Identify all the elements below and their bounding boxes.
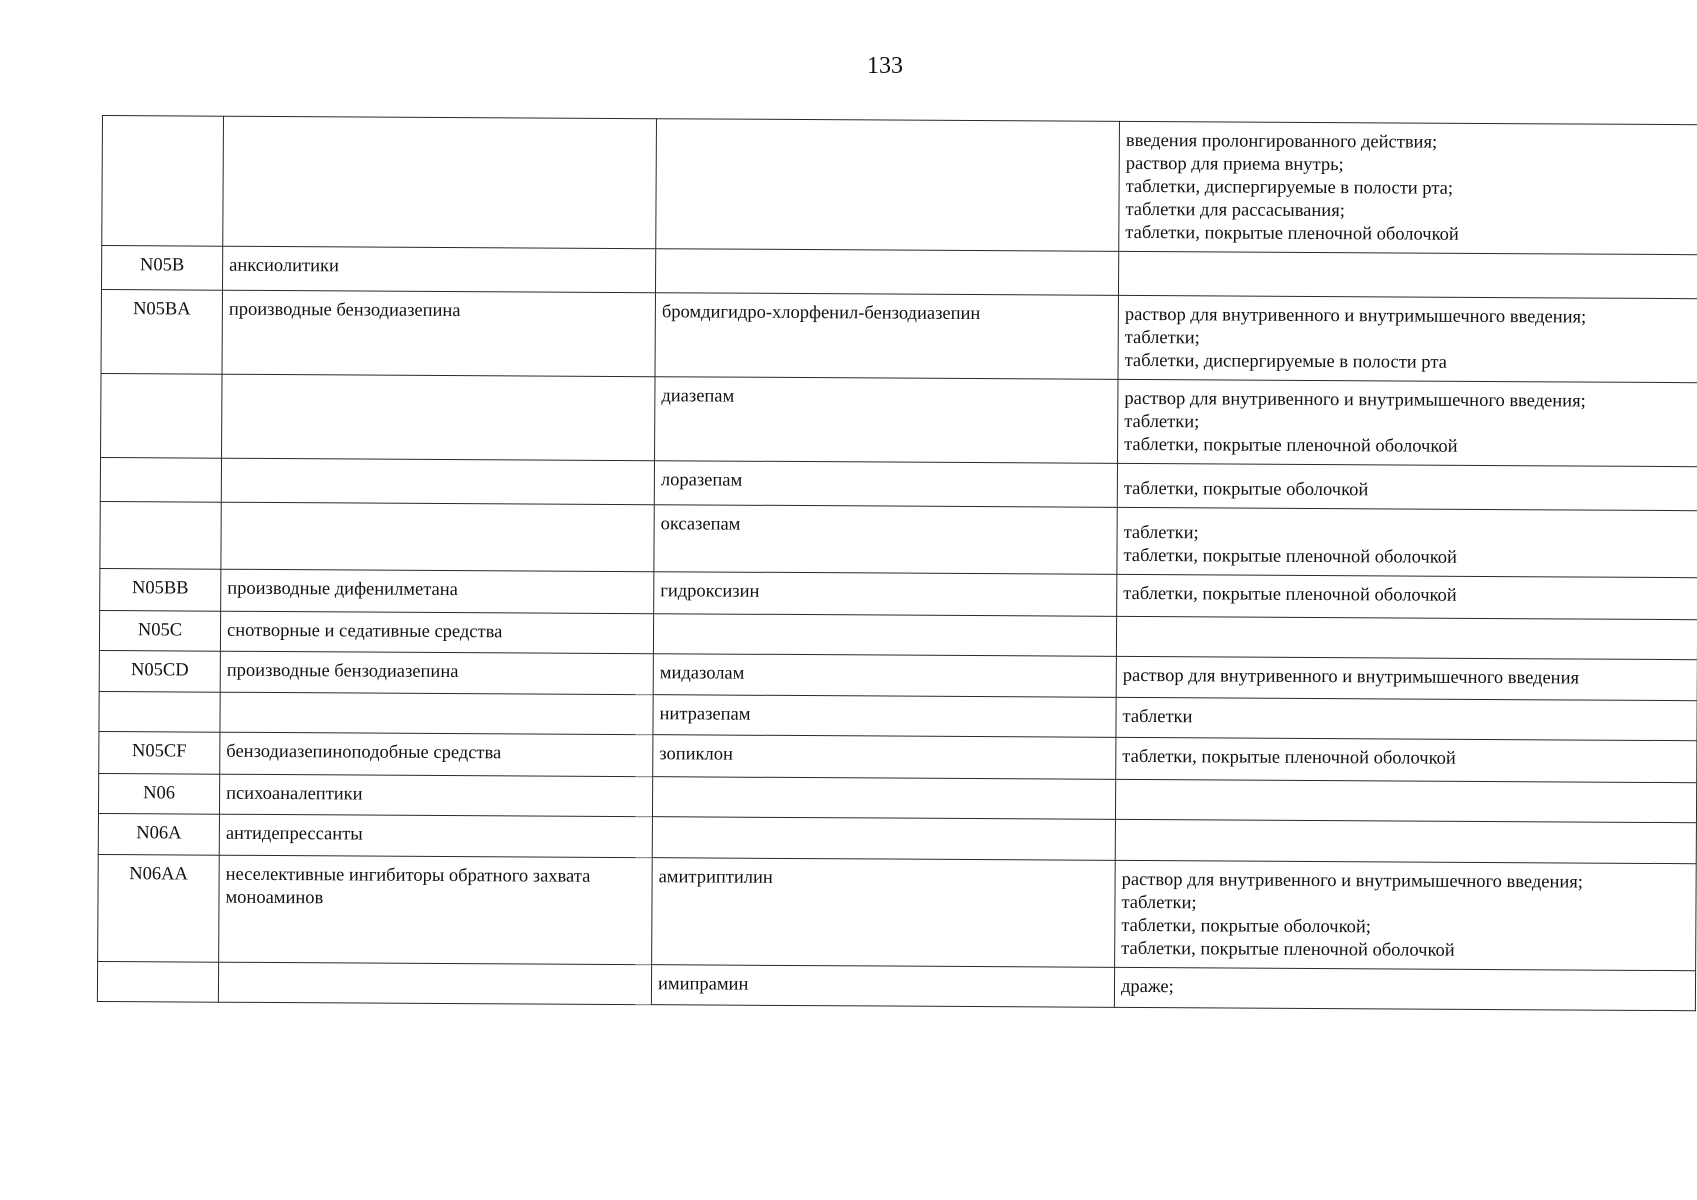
dosage-forms-cell	[1117, 463, 1697, 510]
drug-table	[97, 115, 1697, 1011]
dosage-forms-cell	[1118, 295, 1697, 382]
atc-code-cell	[100, 457, 221, 502]
group-name-cell: анксиолитики	[222, 246, 655, 292]
table-row	[98, 854, 1697, 970]
drug-name-cell: имипрамин	[651, 965, 1114, 1008]
atc-code-cell: N05BB	[100, 568, 221, 611]
drug-name-cell	[655, 249, 1118, 296]
dosage-forms-cell	[1117, 574, 1697, 619]
dosage-form-line: драже;	[1120, 976, 1174, 998]
atc-code-cell	[100, 501, 221, 569]
atc-code-cell: N05CD	[99, 650, 220, 692]
drug-name-cell: мидазолам	[653, 654, 1116, 698]
dosage-form-line: раствор для приема внутрь;	[1125, 153, 1344, 176]
group-name-cell: производные бензодиазепина	[222, 290, 655, 376]
dosage-forms-cell	[1119, 121, 1697, 254]
group-name-cell: психоаналептики	[219, 774, 652, 816]
dosage-forms-cell	[1115, 819, 1696, 863]
drug-name-cell: бромдигидро-хлорфенил-бензодиазепин	[655, 293, 1118, 380]
dosage-form-line: таблетки	[1122, 706, 1193, 728]
drug-name-cell	[652, 777, 1115, 820]
dosage-form-line: таблетки;	[1124, 327, 1200, 349]
drug-name-cell: лоразепам	[654, 461, 1117, 508]
atc-code-cell: N06A	[98, 813, 219, 855]
atc-code-cell	[102, 116, 224, 247]
group-name-cell	[223, 116, 657, 248]
group-name-cell	[218, 962, 651, 1004]
dosage-forms-cell	[1118, 251, 1697, 298]
table-row	[101, 290, 1697, 383]
dosage-form-line: таблетки, покрытые оболочкой	[1123, 478, 1369, 501]
dosage-form-line: таблетки для рассасывания;	[1125, 199, 1345, 222]
dosage-forms-cell	[1114, 967, 1695, 1010]
atc-code-cell: N05BA	[101, 290, 222, 375]
dosage-forms-cell	[1118, 379, 1697, 466]
page-number: 133	[867, 53, 903, 79]
group-name-cell: снотворные и седативные средства	[220, 611, 653, 653]
atc-code-cell	[99, 691, 220, 732]
atc-code-cell: N06	[98, 773, 219, 814]
drug-name-cell	[652, 817, 1115, 861]
dosage-form-line: таблетки, диспергируемые в полости рта;	[1125, 176, 1454, 199]
dosage-form-line: раствор для внутривенного и внутримышечного введения;	[1124, 304, 1587, 328]
drug-table-body	[97, 116, 1697, 1011]
dosage-form-line: таблетки, покрытые оболочкой;	[1121, 915, 1372, 938]
dosage-form-line: таблетки;	[1124, 411, 1200, 433]
drug-name-cell: зопиклон	[653, 735, 1116, 780]
dosage-form-line: раствор для внутривенного и внутримышечного введения;	[1124, 388, 1586, 412]
drug-name-cell	[656, 119, 1120, 252]
dosage-form-line: таблетки, покрытые пленочной оболочкой	[1125, 222, 1459, 245]
atc-code-cell	[97, 961, 218, 1002]
atc-code-cell: N05CF	[99, 731, 220, 774]
dosage-forms-cell	[1116, 737, 1697, 782]
table-row	[100, 501, 1697, 577]
drug-name-cell: нитразепам	[653, 695, 1116, 738]
group-name-cell: неселективные ингибиторы обратного захвата моноаминов	[219, 855, 653, 964]
atc-code-cell	[101, 373, 222, 458]
drug-name-cell: амитриптилин	[652, 858, 1116, 968]
group-name-cell	[221, 502, 654, 571]
atc-code-cell: N06AA	[98, 854, 220, 962]
dosage-form-line: таблетки, покрытые пленочной оболочкой	[1124, 434, 1458, 457]
dosage-form-line: раствор для внутривенного и внутримышечного введения;	[1121, 869, 1584, 893]
table-row	[101, 373, 1697, 466]
dosage-form-line: таблетки, диспергируемые в полости рта	[1124, 350, 1447, 373]
atc-code-cell: N05B	[101, 246, 222, 291]
group-name-cell: производные бензодиазепина	[220, 651, 653, 694]
dosage-form-line: таблетки, покрытые пленочной оболочкой	[1122, 746, 1456, 769]
table-row	[102, 116, 1697, 255]
dosage-form-line: таблетки, покрытые пленочной оболочкой	[1121, 938, 1455, 961]
group-name-cell: антидепрессанты	[219, 814, 652, 857]
group-name-cell	[221, 458, 654, 504]
drug-name-cell: диазепам	[655, 377, 1118, 464]
drug-table-container	[97, 115, 1662, 1011]
dosage-form-line: таблетки, покрытые пленочной оболочкой	[1123, 583, 1457, 606]
drug-name-cell: гидроксизин	[654, 572, 1117, 617]
drug-name-cell: оксазепам	[654, 505, 1117, 575]
dosage-form-line: таблетки;	[1123, 522, 1199, 544]
group-name-cell	[220, 692, 653, 734]
dosage-forms-cell	[1116, 697, 1697, 740]
atc-code-cell: N05C	[99, 610, 220, 651]
group-name-cell: производные дифенилметана	[221, 569, 654, 613]
group-name-cell: бензодиазепиноподобные средства	[220, 732, 653, 776]
dosage-form-line: таблетки;	[1121, 892, 1197, 914]
drug-name-cell	[653, 614, 1116, 657]
dosage-forms-cell	[1116, 616, 1697, 659]
dosage-forms-cell	[1117, 507, 1697, 577]
dosage-form-line: таблетки, покрытые пленочной оболочкой	[1123, 545, 1458, 568]
table-row	[97, 961, 1695, 1010]
dosage-form-line: раствор для внутривенного и внутримышечного введения	[1122, 665, 1580, 689]
group-name-cell	[222, 374, 655, 460]
dosage-forms-cell	[1115, 860, 1697, 970]
dosage-forms-cell	[1115, 779, 1696, 822]
dosage-form-line: введения пролонгированного действия;	[1125, 130, 1438, 153]
dosage-forms-cell	[1116, 656, 1697, 700]
